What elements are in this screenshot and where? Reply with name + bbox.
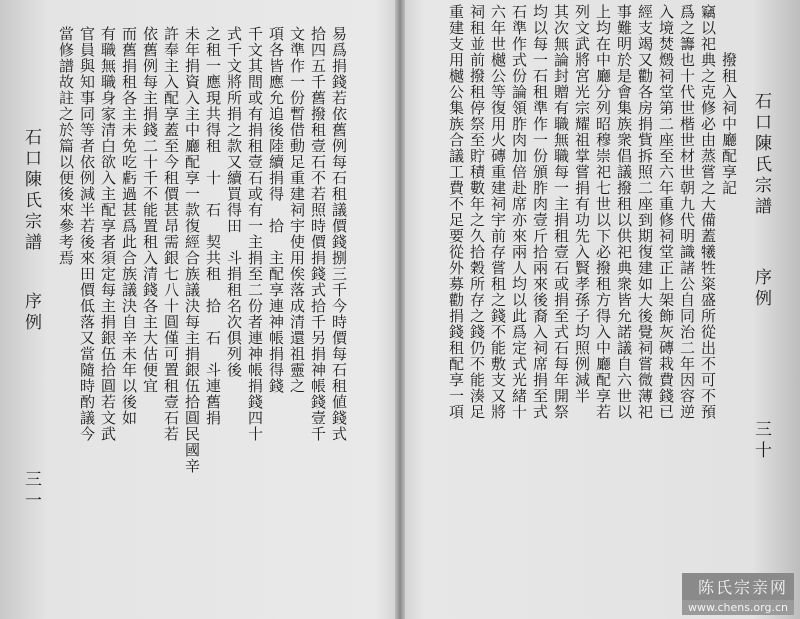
text-column: 竊以祀典之克修必由蒸嘗之大備蓋犧牲粢盛所從出不可不預 [699, 4, 717, 420]
left-page [0, 0, 398, 619]
text-column: 易爲捐錢若依舊例每石租議價錢捌三千今時價每石租値錢式 [330, 26, 348, 442]
text-column: 許奉主入配享蓋至今租價甚昂需銀七八十圓僅可置租壹石若 [162, 26, 180, 442]
text-column: 式千文將所捐之款又續買得田 斗捐租名次俱列後 [225, 26, 243, 378]
text-column: 爲之籌也十代世楷世材世朝九代明識諸公自同治二年因容逆 [678, 4, 696, 420]
page-section-label: 序例 [21, 292, 41, 334]
text-column: 拾四五千舊撥租壹石不若照時價捐錢式拾千另捐神帳錢壹千 [309, 26, 327, 442]
text-column: 上均在中廳分列昭穆崇祀七世以下必撥租方得入中廳配享若 [594, 4, 612, 420]
page-book-title: 石口陳氏宗譜 [21, 128, 41, 254]
text-column: 重建支用樾公集族合議工費不足要從外募勸捐錢租配享一項 [447, 4, 465, 420]
text-column: 未年捐資入主中廳配享一款復經合族議決每主捐銀伍拾圓民國辛 [183, 26, 201, 474]
text-column: 經支竭又勸各房捐貲拆照二座到期復建如大後覺祠嘗微薄祀 [636, 4, 654, 420]
site-watermark [682, 573, 794, 615]
text-column: 六年世樾公等復用火磚重建祠宇前存嘗租之錢不能敷支又將 [489, 4, 507, 420]
text-column: 之租一應現共得租 十 石 契共租 拾 石 斗連舊捐 [204, 26, 222, 426]
page-number: 三十 [751, 420, 771, 462]
text-column: 當修譜故註之於篇以便後來參考焉 [57, 26, 75, 266]
text-column: 均以每一石租準作一份頒胙肉壹斤拾兩來後裔入祠席捐至式 [531, 4, 549, 420]
text-column: 項各皆應允追後陸續捐得 拾 主配享連神帳捐得錢 [267, 26, 285, 394]
text-column: 列文武將宮光宗耀祖掌嘗捐有功先入賢孝孫子均照例減半 [573, 4, 591, 404]
right-page [402, 0, 800, 619]
text-column: 依舊例每主捐錢二十千不能置租入清錢各主大估便宜 [141, 26, 159, 394]
text-column: 石準作式份論領胙肉加倍赴席亦來兩人均以此爲定式光緒十 [510, 4, 528, 420]
page-book-title: 石口陳氏宗譜 [751, 92, 771, 218]
text-column: 祠租並前撥租停祭至貯積數年之久拾穀所存之錢仍不能湊足 [468, 4, 486, 420]
text-column: 文準作一份暫借動足重建祠宇使用俟落成清還祖靈之 [288, 26, 306, 394]
article-heading: 撥租入祠中廳配享記 [720, 52, 738, 196]
text-column: 千文其間或有捐租壹石或有一主捐至二份者連神帳捐錢四十 [246, 26, 264, 442]
text-column: 官員與知事同等者依例減半若後來田價低落又當隨時酌議今 [78, 26, 96, 442]
text-column: 入境焚燬祠堂第二座至六年重修祠堂正上架飾灰磚栽費錢已 [657, 4, 675, 420]
text-column: 事難明於是會集族衆倡議撥租以供祀典衆皆允諾議自六世以 [615, 4, 633, 420]
text-column: 有職無職身家清白欲入主配享者須定每主捐銀伍拾圓若文武 [99, 26, 117, 442]
watermark-title: 陈氏宗亲网 [682, 573, 794, 600]
page-number: 三一 [21, 470, 41, 512]
watermark-url: www.chens.org.cn [682, 600, 794, 615]
page-section-label: 序例 [751, 268, 771, 310]
text-column: 而舊捐租各主未免吃虧過甚爲此合族議決自辛未年以後如 [120, 26, 138, 426]
text-column: 其次無論封贈有職無職每一主捐租壹石或捐至式石每年開祭 [552, 4, 570, 420]
